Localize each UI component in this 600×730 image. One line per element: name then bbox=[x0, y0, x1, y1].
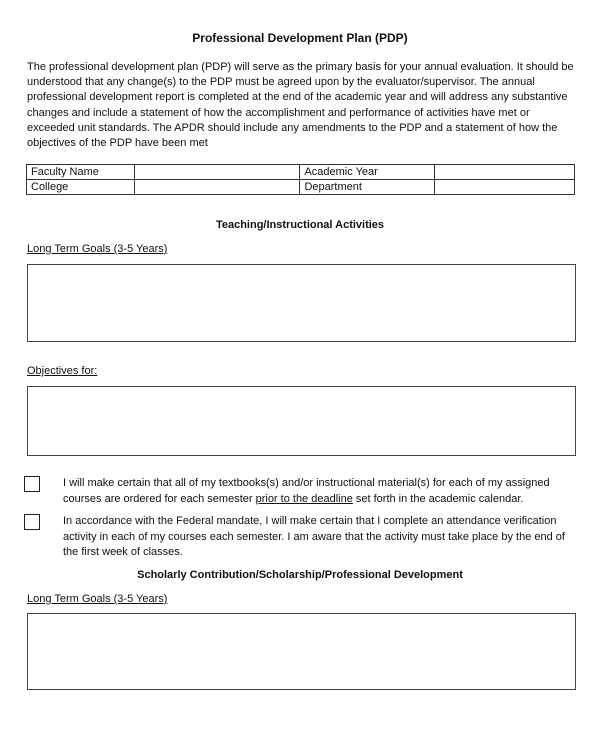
teaching-heading: Teaching/Instructional Activities bbox=[215, 219, 385, 231]
teaching-long-term-goals-label: Long Term Goals (3-5 Years) bbox=[27, 243, 168, 255]
attendance-verification-statement: In accordance with the Federal mandate, I will make certain that I complete an attendance verification activity in each of my courses each semester. I am aware that the activity must take place by the end of the first week of classes. bbox=[63, 515, 565, 558]
textbook-order-statement bbox=[63, 476, 578, 507]
faculty-info-table bbox=[26, 164, 575, 195]
textbook-statement-part: I will make certain that all of my textbooks(s) and/or instructional material(s) for each of my assigned courses are ordered for each semester bbox=[63, 477, 550, 505]
deadline-emphasis: prior to the deadline bbox=[255, 492, 353, 505]
document-title: Professional Development Plan (PDP) bbox=[192, 31, 408, 45]
scholarly-heading: Scholarly Contribution/Scholarship/Professional Development bbox=[137, 569, 463, 581]
scholarly-long-term-goals-label: Long Term Goals (3-5 Years) bbox=[27, 593, 168, 605]
objectives-box[interactable] bbox=[27, 386, 576, 456]
academic-year-label: Academic Year bbox=[300, 165, 435, 180]
attendance-verification-checkbox[interactable] bbox=[24, 514, 40, 530]
college-label: College bbox=[27, 180, 135, 195]
academic-year-field[interactable] bbox=[435, 165, 575, 180]
teaching-long-term-goals-box[interactable] bbox=[27, 264, 576, 342]
department-label: Department bbox=[300, 180, 435, 195]
table-row bbox=[27, 180, 575, 195]
faculty-name-field[interactable] bbox=[134, 165, 300, 180]
department-field[interactable] bbox=[435, 180, 575, 195]
table-row bbox=[27, 165, 575, 180]
textbook-order-checkbox[interactable] bbox=[24, 476, 40, 492]
scholarly-long-term-goals-box[interactable] bbox=[27, 613, 576, 690]
textbook-statement-end: set forth in the academic calendar. bbox=[352, 492, 524, 505]
intro-paragraph: The professional development plan (PDP) will serve as the primary basis for your annual evaluation. It should be understood that any change(s) to the PDP must be agreed upon by the evaluator/supervisor. The annual professional development report is completed at the end of the academic year and will address any substantive changes and include a statement of how the accomplishment and performance of activities have met or exceeded unit standards. The APDR should include any amendments to the PDP and a statement of how the objectives of the PDP have been met bbox=[27, 61, 574, 150]
faculty-name-label: Faculty Name bbox=[27, 165, 135, 180]
college-field[interactable] bbox=[134, 180, 300, 195]
objectives-label: Objectives for: bbox=[27, 365, 98, 377]
